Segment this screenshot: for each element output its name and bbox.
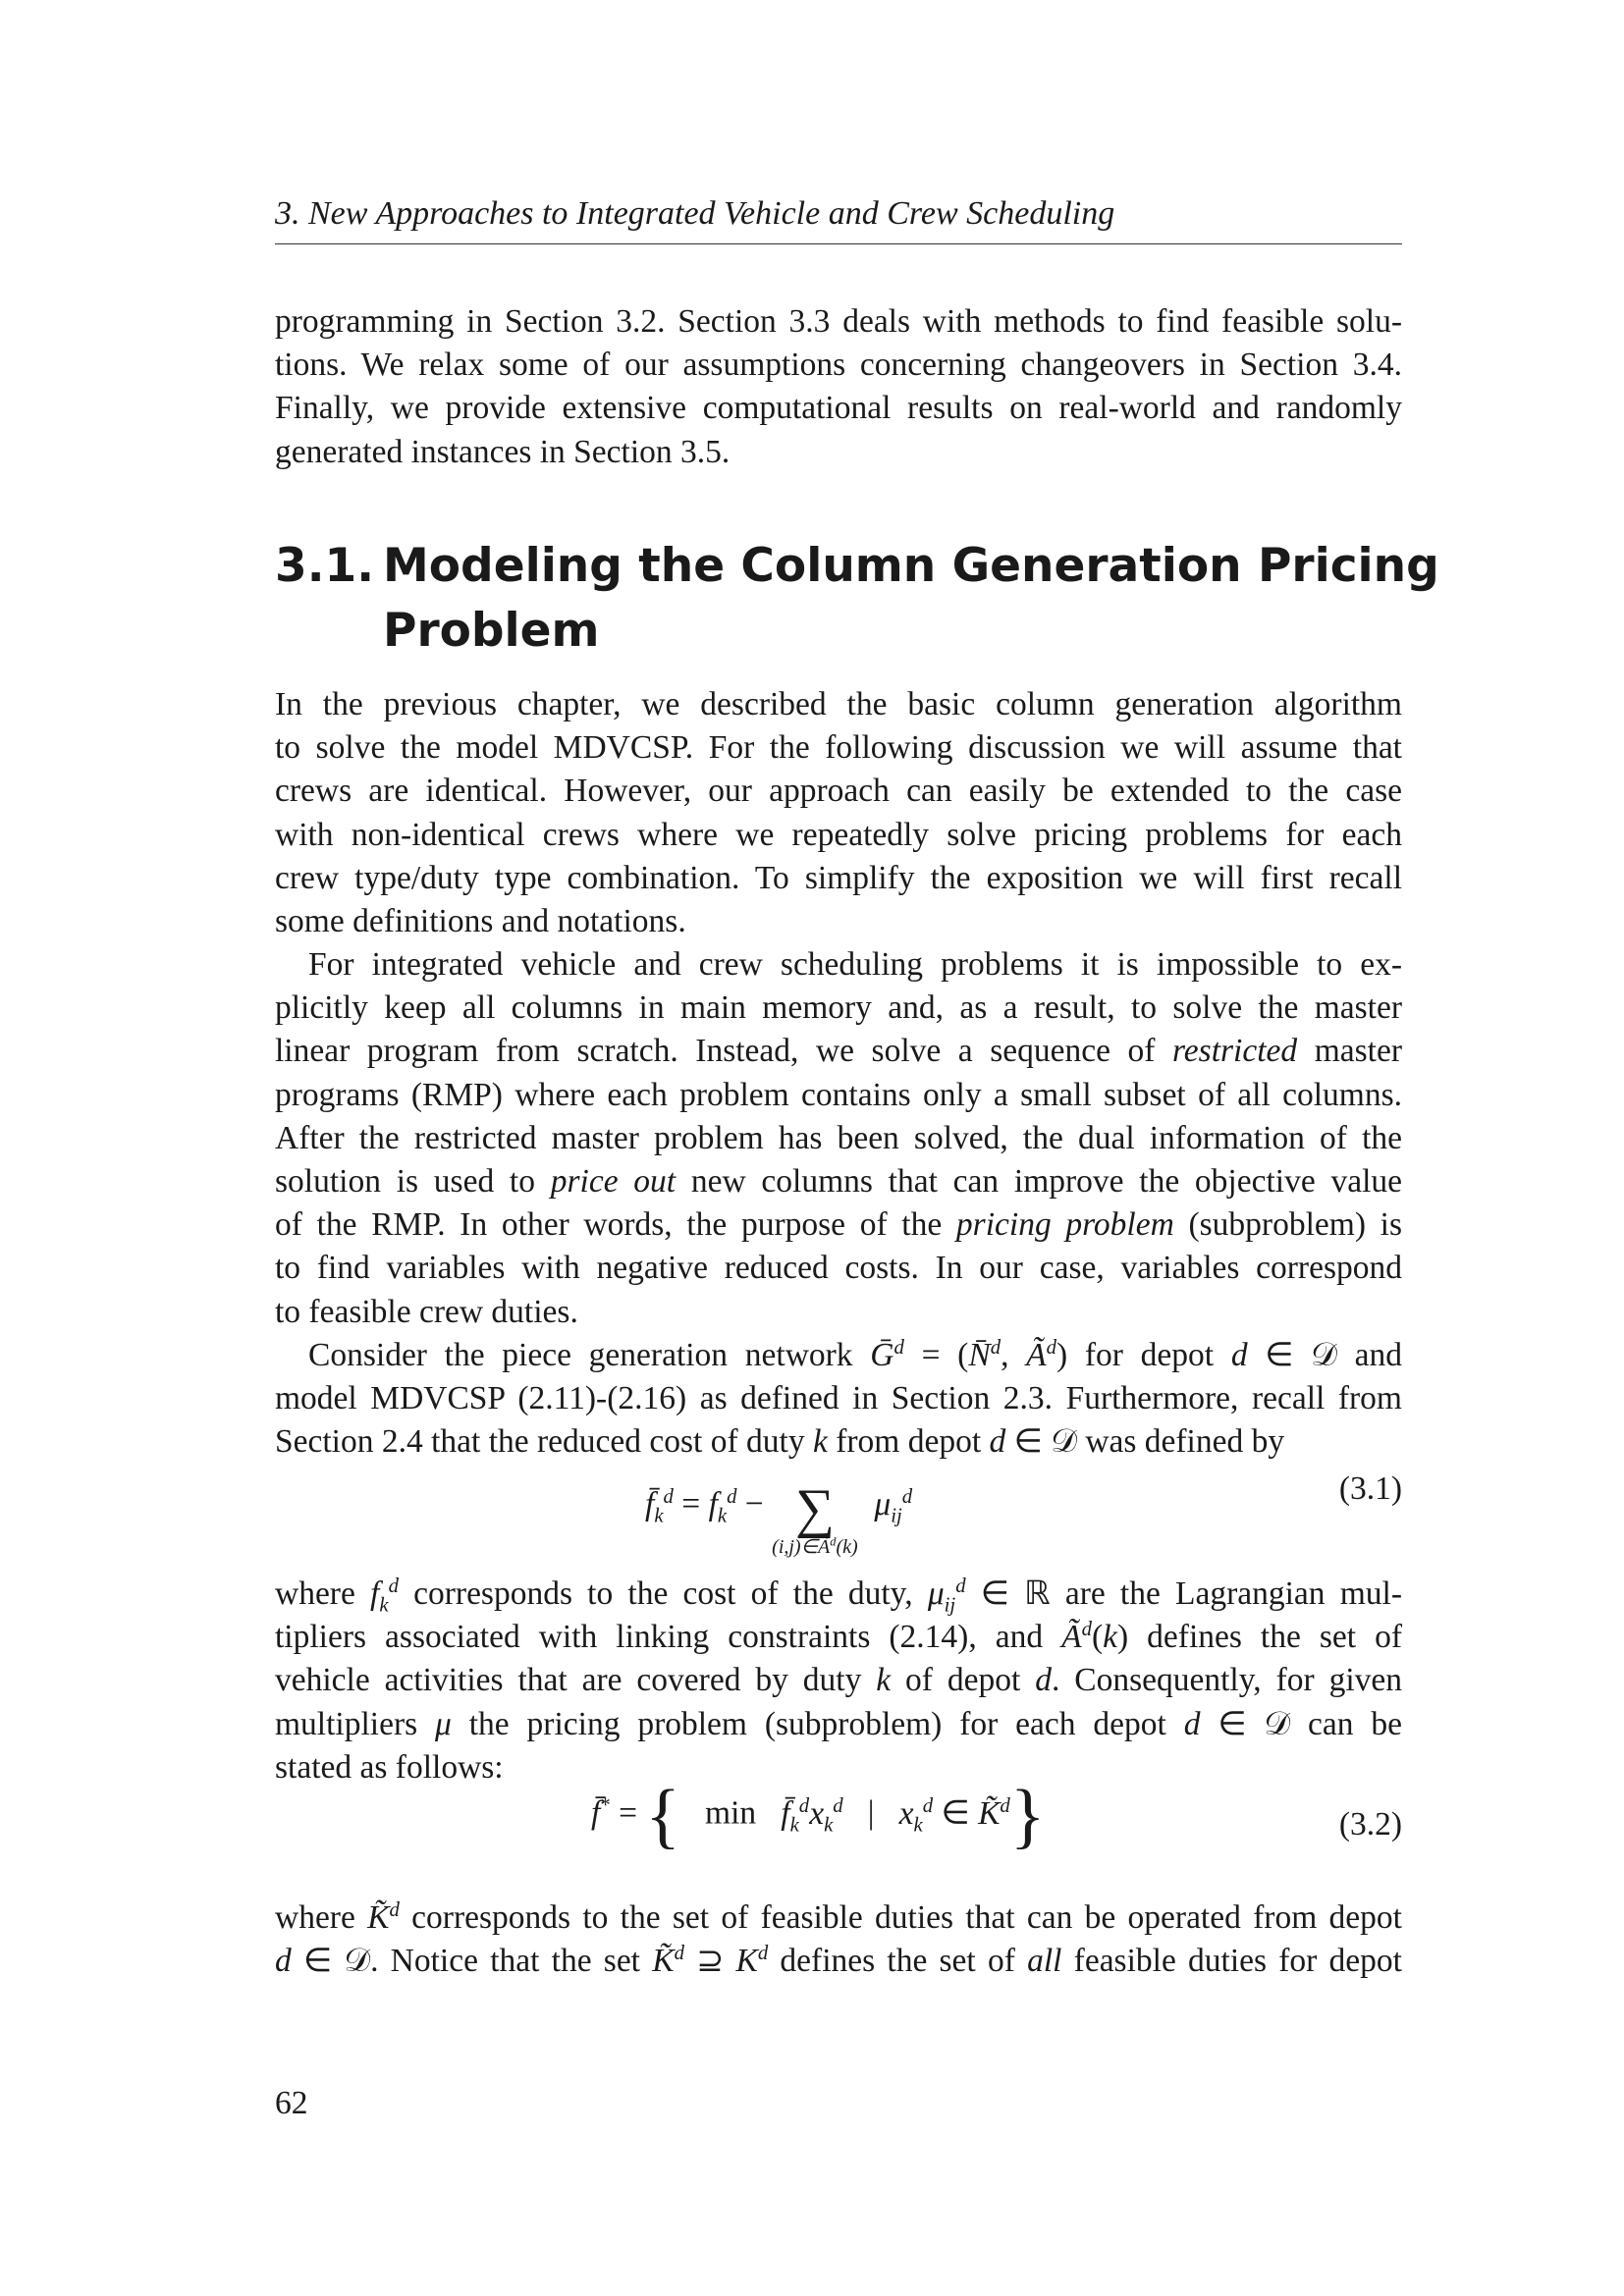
header-rule: [275, 243, 1402, 244]
text-line: solution is used to price out new columns that can improve the objective value: [275, 1162, 1402, 1200]
text-line: In the previous chapter, we described the basic column generation algorithm: [275, 686, 1402, 722]
section-title-line1: Modeling the Column Generation Pricing: [383, 539, 1439, 593]
text-line: stated as follows:: [275, 1748, 504, 1786]
text-line: For integrated vehicle and crew scheduling problems it is impossible to ex-: [308, 946, 1402, 983]
text-line: to find variables with negative reduced costs. In our case, variables correspond: [275, 1250, 1402, 1287]
equation-number: (3.1): [1338, 1470, 1402, 1507]
text-line: After the restricted master problem has been solved, the dual information of the: [275, 1119, 1402, 1156]
emphasis: price out: [550, 1162, 677, 1200]
equation-body: f̄* = { min $f̄_k^dx_k^d$ | $x_k^d$ ∈ K̃$^d$}: [591, 1776, 1046, 1856]
text-line: of the RMP. In other words, the purpose of the pricing problem (subproblem) is: [275, 1206, 1402, 1244]
equation-3-2: [275, 1776, 1402, 1865]
text-line: tipliers associated with linking constraints (2.14), and $Ã^d(k)$ defines the set of: [275, 1618, 1402, 1656]
sum-operator: ∑ $(i,j)\in Ã^d(k)$: [772, 1478, 858, 1558]
text-line: where K̃$^d$ corresponds to the set of feasible duties that can be operated from depot: [275, 1897, 1402, 1936]
text-line: where $f_k^d$ corresponds to the cost of the duty, $\mu_{ij}^d$ ∈ ℝ are the Lagrangian mul-: [275, 1574, 1403, 1617]
text-line: programming in Section 3.2. Section 3.3 deals with methods to find feasible solu-: [275, 303, 1402, 340]
text-line: d ∈ 𝒟. Notice that the set K̃$^d$ ⊇ $K^d$ defines the set of all feasible duties for depot: [275, 1942, 1402, 1980]
text-line: Consider the piece generation network Ḡ$^d$ = (N̄$^d$, $Ã^d$) for depot d ∈ 𝒟 and: [308, 1335, 1402, 1373]
text-line: plicitly keep all columns in main memory and, as a result, to solve the master: [275, 989, 1402, 1027]
text-line: tions. We relax some of our assumptions concerning changeovers in Section 3.4.: [275, 347, 1402, 384]
equation-3-1: [275, 1465, 1402, 1559]
intro-paragraph: [275, 300, 1402, 474]
text-line: to solve the model MDVCSP. For the following discussion we will assume that: [275, 729, 1402, 767]
text-line: linear program from scratch. Instead, we solve a sequence of restricted master: [275, 1033, 1402, 1070]
paragraph-1: [275, 683, 1402, 943]
paragraph-2: [275, 943, 1402, 1334]
text-line: some definitions and notations.: [275, 902, 686, 939]
text-line: crews are identical. However, our approach can easily be extended to the case: [275, 773, 1402, 810]
text-line: Finally, we provide extensive computational results on real-world and randomly: [275, 390, 1402, 427]
paragraph-3: [275, 1334, 1402, 1465]
section-number: 3.1.: [275, 539, 375, 593]
paragraph-4: [275, 1573, 1402, 1789]
text-line: vehicle activities that are covered by duty k of depot d. Consequently, for given: [275, 1662, 1402, 1699]
equation-number: (3.2): [1338, 1806, 1402, 1842]
equation-body: $f̄_k^d = f_k^d$ − ∑ $(i,j)\in Ã^d(k)$ $\mu_{ij}^d$: [645, 1478, 913, 1558]
text-line: Section 2.4 that the reduced cost of duty k from depot d ∈ 𝒟 was defined by: [275, 1423, 1285, 1461]
emphasis: all: [1027, 1943, 1062, 1980]
section-heading: [275, 534, 1439, 664]
text-line: programs (RMP) where each problem contains only a small subset of all columns.: [275, 1076, 1402, 1113]
text-line: to feasible crew duties.: [275, 1293, 578, 1330]
min-operator: min: [705, 1794, 757, 1832]
emphasis: pricing problem: [955, 1206, 1174, 1244]
running-head: 3. New Approaches to Integrated Vehicle and Crew Scheduling: [275, 195, 1115, 232]
text-line: multipliers μ the pricing problem (subproblem) for each depot d ∈ 𝒟 can be: [275, 1705, 1403, 1742]
emphasis: restricted: [1172, 1033, 1298, 1070]
text-line: model MDVCSP (2.11)-(2.16) as defined in Section 2.3. Furthermore, recall from: [275, 1380, 1402, 1417]
text-line: crew type/duty type combination. To simplify the exposition we will first recall: [275, 859, 1402, 896]
text-line: with non-identical crews where we repeatedly solve pricing problems for each: [275, 816, 1402, 853]
section-title-line2: Problem: [383, 604, 600, 658]
text-line: generated instances in Section 3.5.: [275, 433, 731, 470]
page-number: 62: [275, 2085, 308, 2121]
paragraph-5: [275, 1896, 1402, 1983]
